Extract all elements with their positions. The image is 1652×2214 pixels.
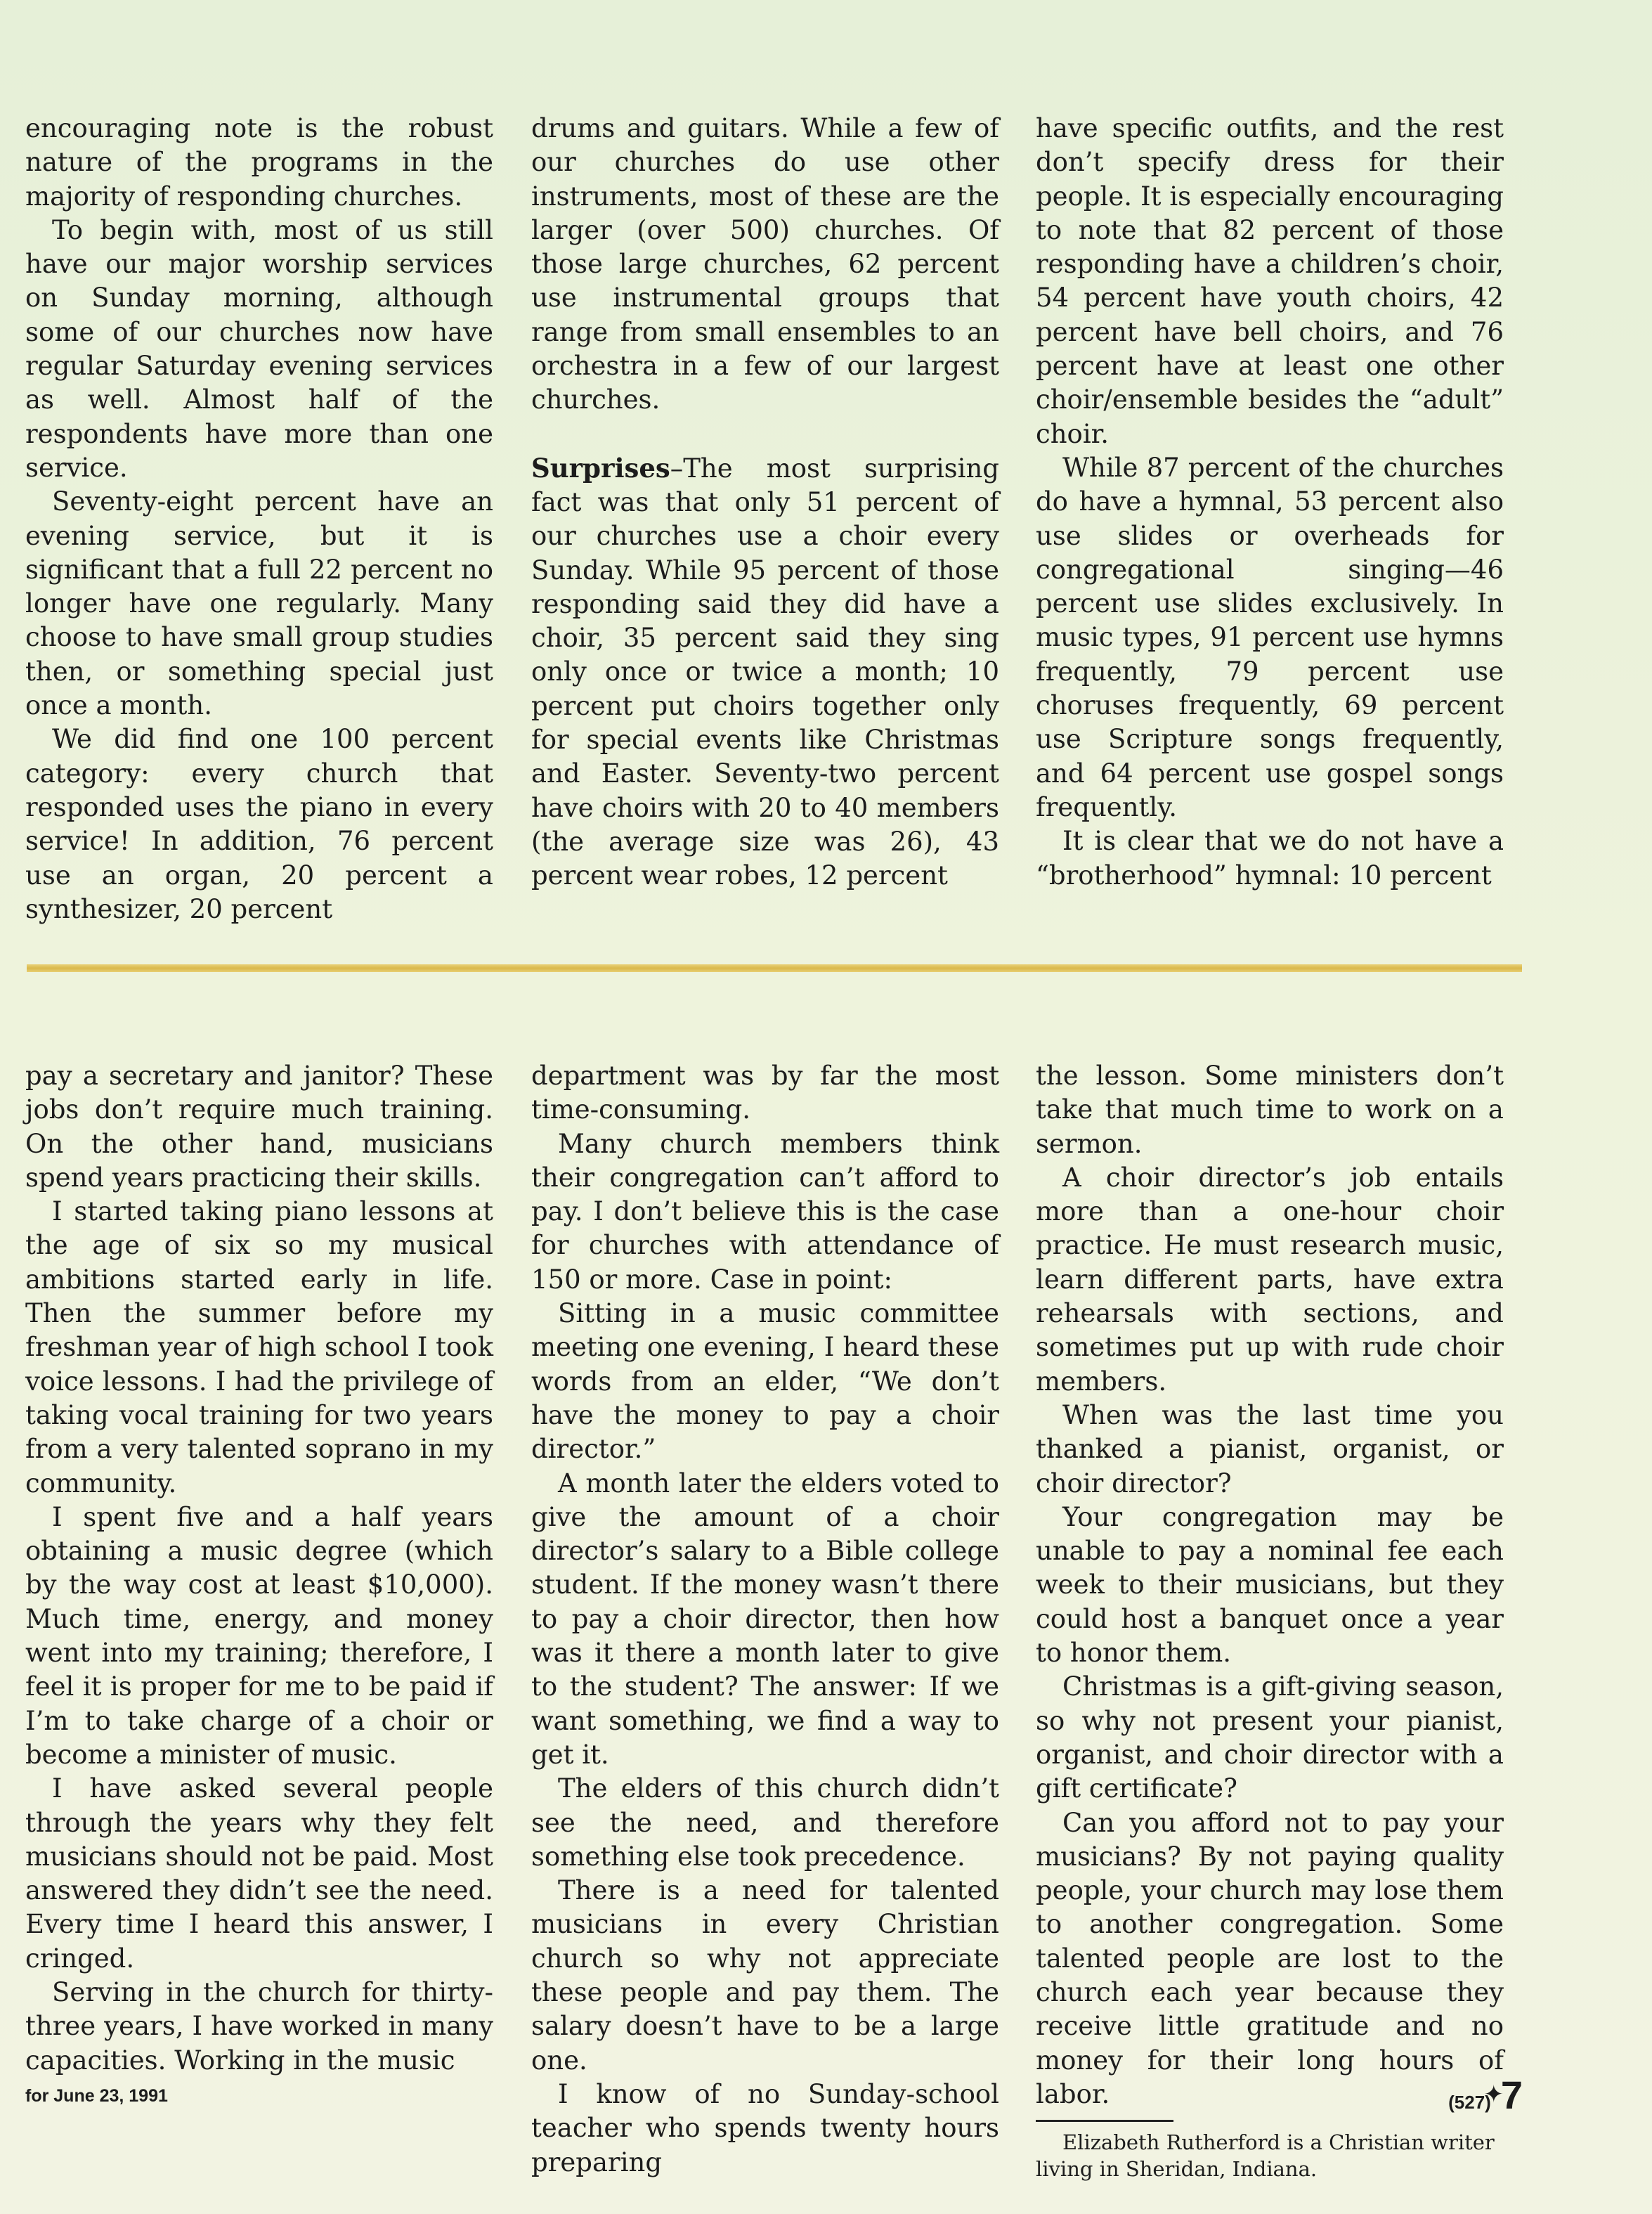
top-column-3 [1036,112,1504,893]
bottom-column-1 [25,1059,493,2078]
paragraph-text: –The most surprising fact was that only 51 percent of our churches use a choir every Sunday. While 95 percent of those responding said they did have a choir, 35 percent said they sing only once or twice a month; 10 percent put choirs together only for special events like Christmas and Easter. Seventy-two percent have choirs with 20 to 40 members (the average size was 26), 43 percent wear robes, 12 percent [531,453,999,891]
paragraph: We did find one 100 percent category: every church that responded uses the piano in every service! In addition, 76 percent use an organ, 20 percent a synthesizer, 20 percent [25,724,493,924]
issue-page-number: (527) [1448,2092,1491,2113]
paragraph: The elders of this church didn’t see the need, and therefore something else took precedence. [531,1773,999,1872]
paragraph: have specific outfits, and the rest don’t specify dress for their people. It is especially encouraging to note that 82 percent of those responding have a children’s choir, 54 percent have youth choirs, 42 percent have bell choirs, and 76 percent have at least one other choir/ensemble besides the “adult” choir. [1036,113,1504,449]
paragraph: the lesson. Some ministers don’t take that much time to work on a sermon. [1036,1061,1504,1159]
author-bio: Elizabeth Rutherford is a Christian writer living in Sheridan, Indiana. [1036,2130,1495,2182]
page-footer [1448,2072,1523,2118]
paragraph-text: Can you afford not to pay your musicians? By not paying quality people, your church may lose them to another congregation. Some talented people are lost to the church each year because they receive little gratitude and no money for their long hours of labor. [1036,1807,1504,2109]
page-number: 7 [1500,2073,1523,2117]
issue-date: for June 23, 1991 [25,2086,168,2106]
paragraph: I started taking piano lessons at the age of six so my musical ambitions started early in life. Then the summer before my freshman year of high school I took voice lessons. I had the privilege of taking vocal training for two years from a very talented soprano in my community. [25,1196,493,1498]
paragraph: Many church members think their congregation can’t afford to pay. I don’t believe this is the case for churches with attendance of 150 or more. Case in point: [531,1128,999,1295]
paragraph: encouraging note is the robust nature of the programs in the majority of responding churches. [25,113,493,212]
paragraph: department was by far the most time-consuming. [531,1061,999,1125]
paragraph: drums and guitars. While a few of our churches do use other instruments, most of these are the larger (over 500) churches. Of those large churches, 62 percent use instrumental groups that range from small ensembles to an orchestra in a few of our largest churches. [531,113,999,415]
paragraph-surprises [531,451,999,893]
paragraph: A choir director’s job entails more than a one-hour choir practice. He must research music, learn different parts, have extra rehearsals with sections, and sometimes put up with rude choir members. [1036,1162,1504,1397]
paragraph: pay a secretary and janitor? These jobs don’t require much training. On the other hand, musicians spend years practicing their skills. [25,1061,493,1193]
paragraph: A month later the elders voted to give the amount of a choir director’s salary to a Bible college student. If the money wasn’t there to pay a choir director, then how was it there a month later to give to the student? The answer: If we want something, we find a way to get it. [531,1468,999,1770]
paragraph: Your congregation may be unable to pay a nominal fee each week to their musicians, but they could host a banquet once a year to honor them. [1036,1501,1504,1669]
bottom-column-2 [531,1059,999,2180]
paragraph: Seventy-eight percent have an evening service, but it is significant that a full 22 percent no longer have one regularly. Many choose to have small group studies then, or something special just once a month. [25,486,493,721]
top-column-1 [25,112,493,926]
paragraph: I know of no Sunday-school teacher who spends twenty hours preparing [531,2078,999,2177]
section-divider [27,964,1522,972]
paragraph: I spent five and a half years obtaining a music degree (which by the way cost at least $10,000). Much time, energy, and money went into my training; therefore, I feel it is proper for me to be paid if I’m to take charge of a choir or become a minister of music. [25,1501,493,1770]
paragraph: Christmas is a gift-giving season, so why not present your pianist, organist, and choir director with a gift certificate? [1036,1671,1504,1804]
paragraph: To begin with, most of us still have our major worship services on Sunday morning, although some of our churches now have regular Saturday evening services as well. Almost half of the respondents have more than one service. [25,214,493,483]
bio-divider [1036,2120,1173,2122]
end-mark-icon: ✦ [1483,2080,1504,2109]
paragraph: When was the last time you thanked a pianist, organist, or choir director? [1036,1399,1504,1498]
paragraph-final [1036,1806,1504,2112]
paragraph: I have asked several people through the years why they felt musicians should not be paid. Most answered they didn’t see the need. Every time I heard this answer, I cringed. [25,1773,493,1974]
bottom-column-3 [1036,1059,1504,2182]
paragraph: Serving in the church for thirty-three years, I have worked in many capacities. Working in the music [25,1977,493,2076]
paragraph: It is clear that we do not have a “brotherhood” hymnal: 10 percent [1036,826,1504,891]
paragraph: There is a need for talented musicians in every Christian church so why not appreciate these people and pay them. The salary doesn’t have to be a large one. [531,1875,999,2076]
section-heading-surprises: Surprises [531,452,670,484]
top-column-2 [531,112,999,893]
paragraph: While 87 percent of the churches do have a hymnal, 53 percent also use slides or overheads for congregational singing—46 percent use slides exclusively. In music types, 91 percent use hymns frequently, 79 percent use choruses frequently, 69 percent use Scripture songs frequently, and 64 percent use gospel songs frequently. [1036,452,1504,822]
paragraph: Sitting in a music committee meeting one evening, I heard these words from an elder, “We don’t have the money to pay a choir director.” [531,1298,999,1465]
